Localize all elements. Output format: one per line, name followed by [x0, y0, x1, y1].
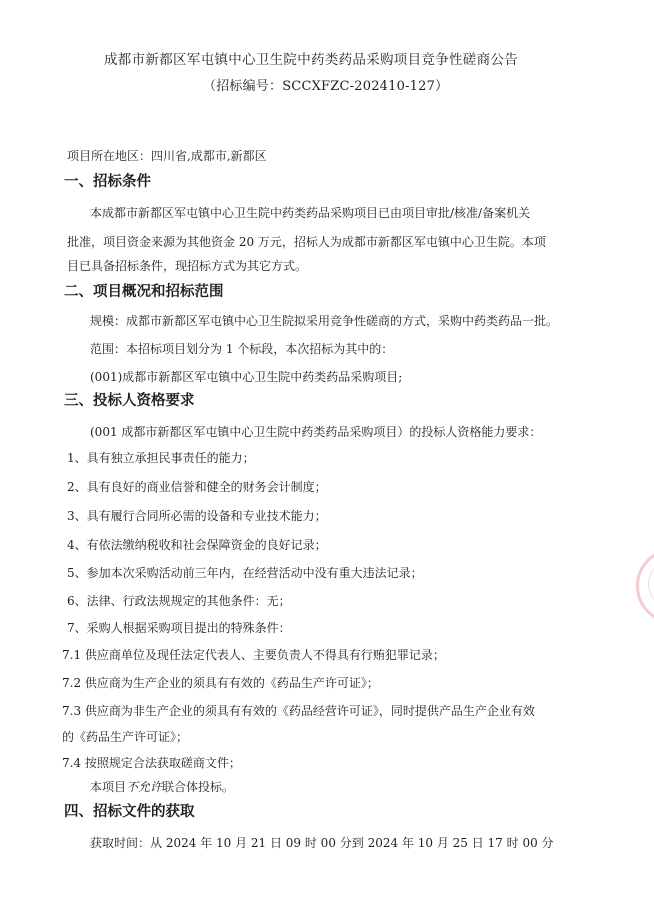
consortium-note — [90, 779, 234, 795]
requirement-item: 2、具有良好的商业信誉和健全的财务会计制度； — [67, 480, 327, 494]
tender-number: （招标编号：SCCXFZC-202410-127） — [203, 79, 449, 94]
requirement-item: 6、法律、行政法规规定的其他条件：无； — [67, 594, 291, 608]
section-1-para-line-1: 本成都市新都区军屯镇中心卫生院中药类药品采购项目已由项目审批/核准/备案机关 — [90, 206, 531, 220]
requirement-item: 4、有依法缴纳税收和社会保障资金的良好记录； — [67, 538, 327, 552]
section-2-scale: 规模：成都市新都区军屯镇中心卫生院拟采用竞争性磋商的方式，采购中药类药品一批。 — [90, 314, 559, 328]
requirement-item: 1、具有独立承担民事责任的能力； — [67, 451, 255, 465]
section-4-heading: 四、招标文件的获取 — [64, 804, 195, 820]
project-region: 项目所在地区：四川省,成都市,新都区 — [67, 149, 267, 163]
consortium-note-emphasis: 不允许 — [126, 780, 163, 794]
section-1-heading: 一、招标条件 — [64, 174, 151, 190]
consortium-note-prefix: 本项目 — [90, 780, 127, 794]
document-title: 成都市新都区军屯镇中心卫生院中药类药品采购项目竞争性磋商公告 — [104, 52, 518, 68]
section-3-intro: (001 成都市新都区军屯镇中心卫生院中药类药品采购项目）的投标人资格能力要求： — [90, 425, 542, 439]
requirement-item: 3、具有履行合同所必需的设备和专业技术能力； — [67, 509, 327, 523]
requirement-item: 5、参加本次采购活动前三年内，在经营活动中没有重大违法记录； — [67, 566, 423, 580]
section-1-para-line-2: 批准，项目资金来源为其他资金 20 万元，招标人为成都市新都区军屯镇中心卫生院。本项 — [67, 235, 546, 249]
consortium-note-suffix: 联合体投标。 — [162, 780, 235, 794]
section-2-heading: 二、项目概况和招标范围 — [64, 284, 224, 300]
section-1-para-line-3: 目已具备招标条件，现招标方式为其它方式。 — [67, 259, 308, 273]
section-2-range: 范围：本招标项目划分为 1 个标段，本次招标为其中的： — [90, 342, 394, 356]
acquisition-time: 获取时间：从 2024 年 10 月 21 日 09 时 00 分到 2024 年 10 月 25 日 17 时 00 分 — [90, 836, 554, 850]
requirement-item-continued: 的《药品生产许可证》； — [62, 730, 189, 744]
requirement-item: 7.4 按照规定合法获取磋商文件； — [62, 756, 241, 770]
section-3-heading: 三、投标人资格要求 — [64, 393, 195, 409]
requirement-item: 7.1 供应商单位及现任法定代表人、主要负责人不得具有行贿犯罪记录； — [62, 648, 445, 662]
requirement-item: 7.3 供应商为非生产企业的须具有有效的《药品经营许可证》，同时提供产品生产企业有效 — [62, 704, 535, 718]
requirement-item: 7.2 供应商为生产企业的须具有有效的《药品生产许可证》； — [62, 676, 379, 690]
requirement-item: 7、采购人根据采购项目提出的特殊条件： — [67, 621, 291, 635]
section-2-lot: (001)成都市新都区军屯镇中心卫生院中药类药品采购项目; — [90, 370, 403, 384]
